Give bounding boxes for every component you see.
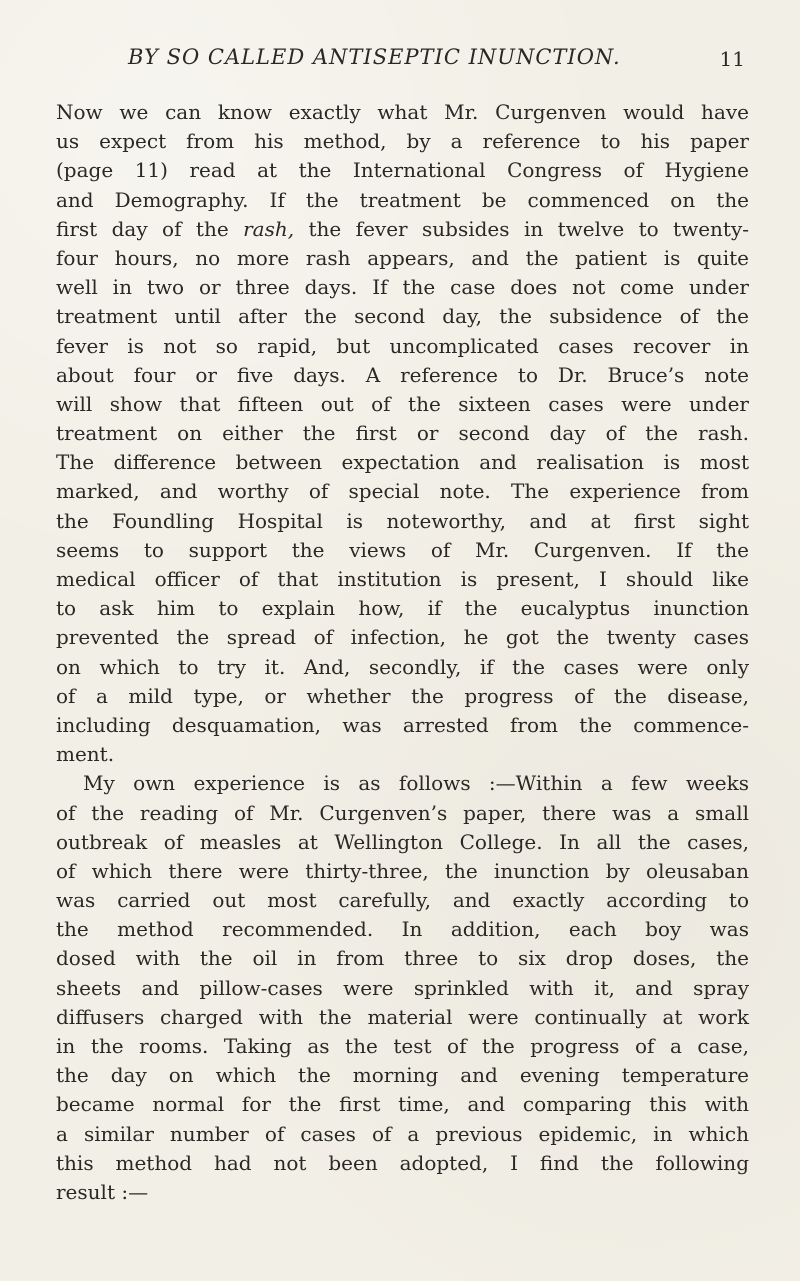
text-line: the method recommended. In addition, each boy was — [56, 917, 749, 942]
paragraph-1 — [56, 98, 749, 769]
text-line: will show that fifteen out of the sixteen cases were under — [56, 391, 749, 416]
text-line: about four or five days. A reference to Dr. Bruce’s note — [56, 362, 749, 387]
text-line: four hours, no more rash appears, and the patient is quite — [56, 245, 749, 270]
text-line: the day on which the morning and evening temperature — [56, 1063, 749, 1088]
text-line: My own experience is as follows :—Within a few weeks — [83, 771, 749, 796]
text-line: of which there were thirty-three, the inunction by oleusaban — [56, 858, 749, 883]
text-line: of the reading of Mr. Curgenven’s paper, there was a small — [56, 800, 749, 825]
text-line: marked, and worthy of special note. The experience from — [56, 479, 749, 504]
text-line: well in two or three days. If the case does not come under — [56, 275, 749, 300]
running-head-title: BY SO CALLED ANTISEPTIC INUNCTION. — [128, 45, 621, 69]
text-line: the Foundling Hospital is noteworthy, and at first sight — [56, 508, 749, 533]
text-line: result :— — [56, 1179, 149, 1204]
text-line: treatment until after the second day, the subsidence of the — [56, 304, 749, 329]
text-line: including desquamation, was arrested from the commence- — [56, 712, 749, 737]
text-line: medical officer of that institution is present, I should like — [56, 567, 749, 591]
text-line: The difference between expectation and realisation is most — [56, 450, 749, 475]
text-line: was carried out most carefully, and exactly according to — [56, 888, 749, 913]
text-line: outbreak of measles at Wellington College. In all the cases, — [56, 829, 749, 854]
text-line: in the rooms. Taking as the test of the progress of a case, — [56, 1034, 749, 1058]
body-text — [56, 98, 749, 1207]
text-line: (page 11) read at the International Congress of Hygiene — [56, 158, 749, 183]
text-line: on which to try it. And, secondly, if the cases were only — [56, 654, 749, 679]
text-fragment: first day of the — [56, 216, 229, 241]
text-line: dosed with the oil in from three to six drop doses, the — [56, 946, 749, 971]
italic-word: rash, — [243, 216, 295, 241]
text-line: and Demography. If the treatment be commenced on the — [56, 187, 749, 212]
text-line: Now we can know exactly what Mr. Curgenven would have — [56, 100, 749, 124]
text-line: us expect from his method, by a reference to his paper — [56, 129, 749, 154]
text-line: prevented the spread of infection, he got the twenty cases — [56, 625, 749, 650]
text-line: this method had not been adopted, I find the following — [56, 1150, 749, 1175]
text-line: diffusers charged with the material were continually at work — [56, 1004, 749, 1029]
text-line: ment. — [56, 742, 115, 767]
text-line-with-italic — [56, 215, 749, 244]
text-line: a similar number of cases of a previous epidemic, in which — [56, 1121, 749, 1146]
text-line: seems to support the views of Mr. Curgenven. If the — [56, 537, 749, 562]
paragraph-2 — [56, 769, 749, 1207]
text-line: treatment on either the first or second day of the rash. — [56, 421, 749, 446]
text-line: became normal for the first time, and comparing this with — [56, 1092, 749, 1117]
text-line: to ask him to explain how, if the eucalyptus inunction — [56, 596, 749, 621]
text-line: fever is not so rapid, but uncomplicated cases recover in — [56, 333, 749, 358]
text-line: sheets and pillow-cases were sprinkled with it, and spray — [56, 975, 749, 1000]
page-number: 11 — [719, 47, 745, 71]
text-line: of a mild type, or whether the progress of the disease, — [56, 683, 749, 708]
text-fragment: the fever subsides in twelve to twenty- — [308, 216, 750, 241]
